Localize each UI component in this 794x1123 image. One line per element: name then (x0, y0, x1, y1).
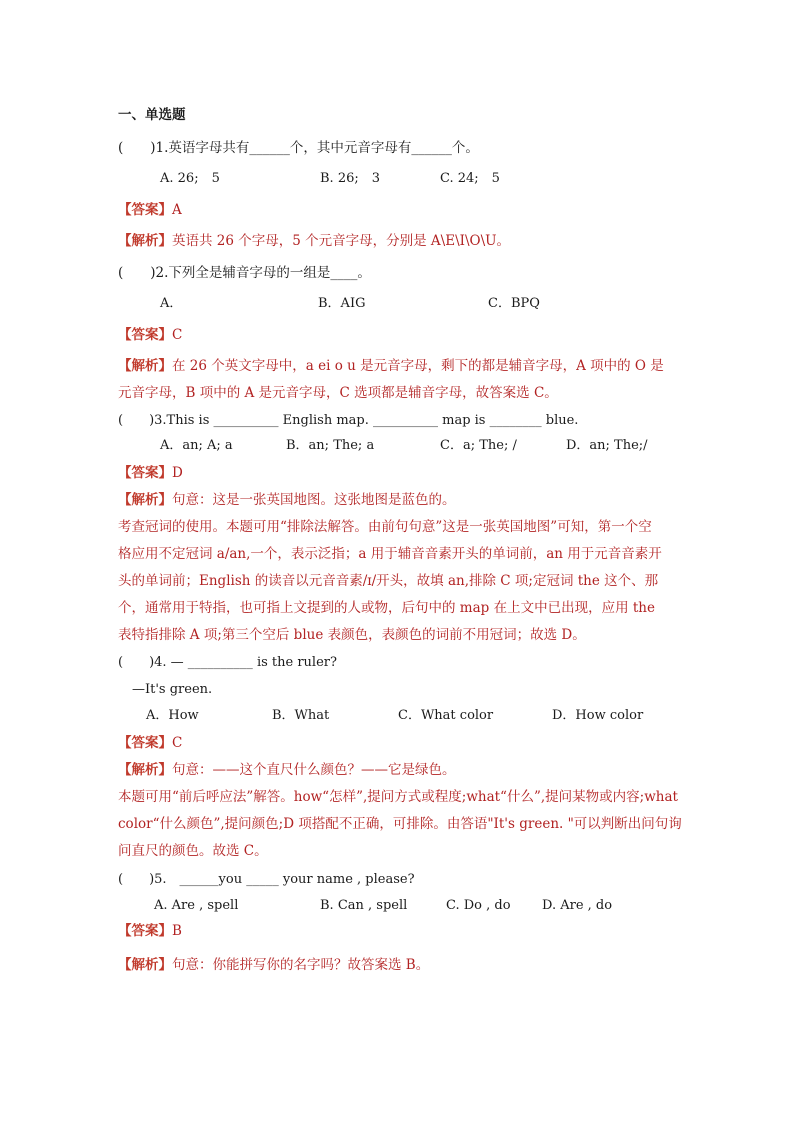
answer-value: D (172, 465, 183, 481)
question-4-analysis-line-3: color“什么颜色”,提问颜色;D 项搭配不正确，可排除。由答语"It's green. "可以判断出问句询 (118, 816, 682, 832)
question-5-answer (118, 922, 182, 940)
question-2-option-a: A． (160, 296, 183, 311)
question-5-stem: ( )5. ______you _____ your name , please? (118, 872, 415, 887)
answer-value: C (172, 735, 183, 751)
question-5-option-c: C. Do , do (446, 898, 511, 913)
question-4-option-b: B．What (272, 708, 330, 723)
question-5-option-b: B. Can , spell (320, 898, 408, 913)
analysis-label: 【解析】 (118, 957, 172, 973)
question-2-answer (118, 326, 182, 344)
question-2-analysis-line-2: 元音字母，B 项中的 A 是元音字母，C 选项都是辅音字母，故答案选 C。 (118, 385, 558, 401)
question-1-option-b: B. 26; 3 (320, 171, 381, 186)
question-4-analysis (118, 761, 456, 779)
question-1-analysis (118, 232, 510, 250)
question-3-option-c: C．a; The; / (440, 438, 517, 453)
question-5-option-d: D. Are , do (542, 898, 613, 913)
question-4-option-d: D．How color (552, 708, 644, 723)
question-3-analysis-line-2: 考查冠词的使用。本题可用“排除法解答。由前句句意”这是一张英国地图”可知，第一个空 (118, 519, 652, 535)
analysis-label: 【解析】 (118, 762, 172, 778)
answer-label: 【答案】 (118, 923, 172, 939)
question-3-option-d: D．an; The;/ (566, 438, 648, 453)
question-3-option-a: A．an; A; a (160, 438, 233, 453)
question-5-option-a: A. Are , spell (154, 898, 239, 913)
answer-label: 【答案】 (118, 202, 172, 218)
answer-label: 【答案】 (118, 465, 172, 481)
question-1-option-c: C. 24; 5 (440, 171, 500, 186)
question-1-stem: ( )1.英语字母共有______个，其中元音字母有______个。 (118, 140, 479, 156)
analysis-label: 【解析】 (118, 233, 172, 249)
question-4-reply: —It's green. (132, 682, 213, 697)
question-4-analysis-line-2: 本题可用“前后呼应法”解答。how“怎样”,提问方式或程度;what“什么”,提问某物或内容;what (118, 789, 678, 805)
question-2-option-c: C．BPQ (488, 296, 540, 311)
analysis-text: 在 26 个英文字母中，a ei o u 是元音字母，剩下的都是辅音字母，A 项中的 O 是 (172, 358, 664, 374)
question-4-stem: ( )4. — __________ is the ruler? (118, 655, 337, 670)
question-3-stem: ( )3.This is __________ English map. __________ map is ________ blue. (118, 413, 579, 428)
question-4-answer (118, 734, 182, 752)
analysis-text: 句意：这是一张英国地图。这张地图是蓝色的。 (172, 492, 456, 508)
analysis-label: 【解析】 (118, 492, 172, 508)
question-3-analysis-line-4: 头的单词前；English 的读音以元音音素/ɪ/开头，故填 an,排除 C 项;定冠词 the 这个、那 (118, 573, 659, 589)
question-2-stem: ( )2.下列全是辅音字母的一组是____。 (118, 265, 371, 281)
question-4-option-a: A．How (146, 708, 199, 723)
analysis-text: 英语共 26 个字母，5 个元音字母，分别是 A\E\I\O\U。 (172, 233, 511, 249)
analysis-label: 【解析】 (118, 358, 172, 374)
question-3-analysis-line-5: 个，通常用于特指，也可指上文提到的人或物，后句中的 map 在上文中已出现，应用 the (118, 600, 655, 616)
question-3-analysis (118, 491, 456, 509)
analysis-text: 句意：你能拼写你的名字吗？故答案选 B。 (172, 957, 430, 973)
answer-value: A (172, 202, 182, 218)
question-4-analysis-line-4: 问直尺的颜色。故选 C。 (118, 843, 268, 859)
answer-value: B (172, 923, 182, 939)
answer-label: 【答案】 (118, 327, 172, 343)
question-2-option-b: B．AIG (318, 296, 366, 311)
question-2-analysis (118, 357, 664, 375)
question-3-analysis-line-3: 格应用不定冠词 a/an,一个，表示泛指；a 用于辅音音素开头的单词前，an 用于元音音素开 (118, 546, 662, 562)
question-1-option-a: A. 26; 5 (160, 171, 220, 186)
question-3-option-b: B．an; The; a (286, 438, 375, 453)
question-4-option-c: C．What color (398, 708, 494, 723)
question-1-answer (118, 201, 182, 219)
question-5-analysis (118, 956, 429, 974)
question-3-analysis-line-6: 表特指排除 A 项;第三个空后 blue 表颜色，表颜色的词前不用冠词；故选 D。 (118, 627, 586, 643)
analysis-text: 句意：——这个直尺什么颜色？——它是绿色。 (172, 762, 456, 778)
section-title: 一、单选题 (118, 107, 186, 123)
question-3-answer (118, 464, 183, 482)
answer-value: C (172, 327, 183, 343)
answer-label: 【答案】 (118, 735, 172, 751)
